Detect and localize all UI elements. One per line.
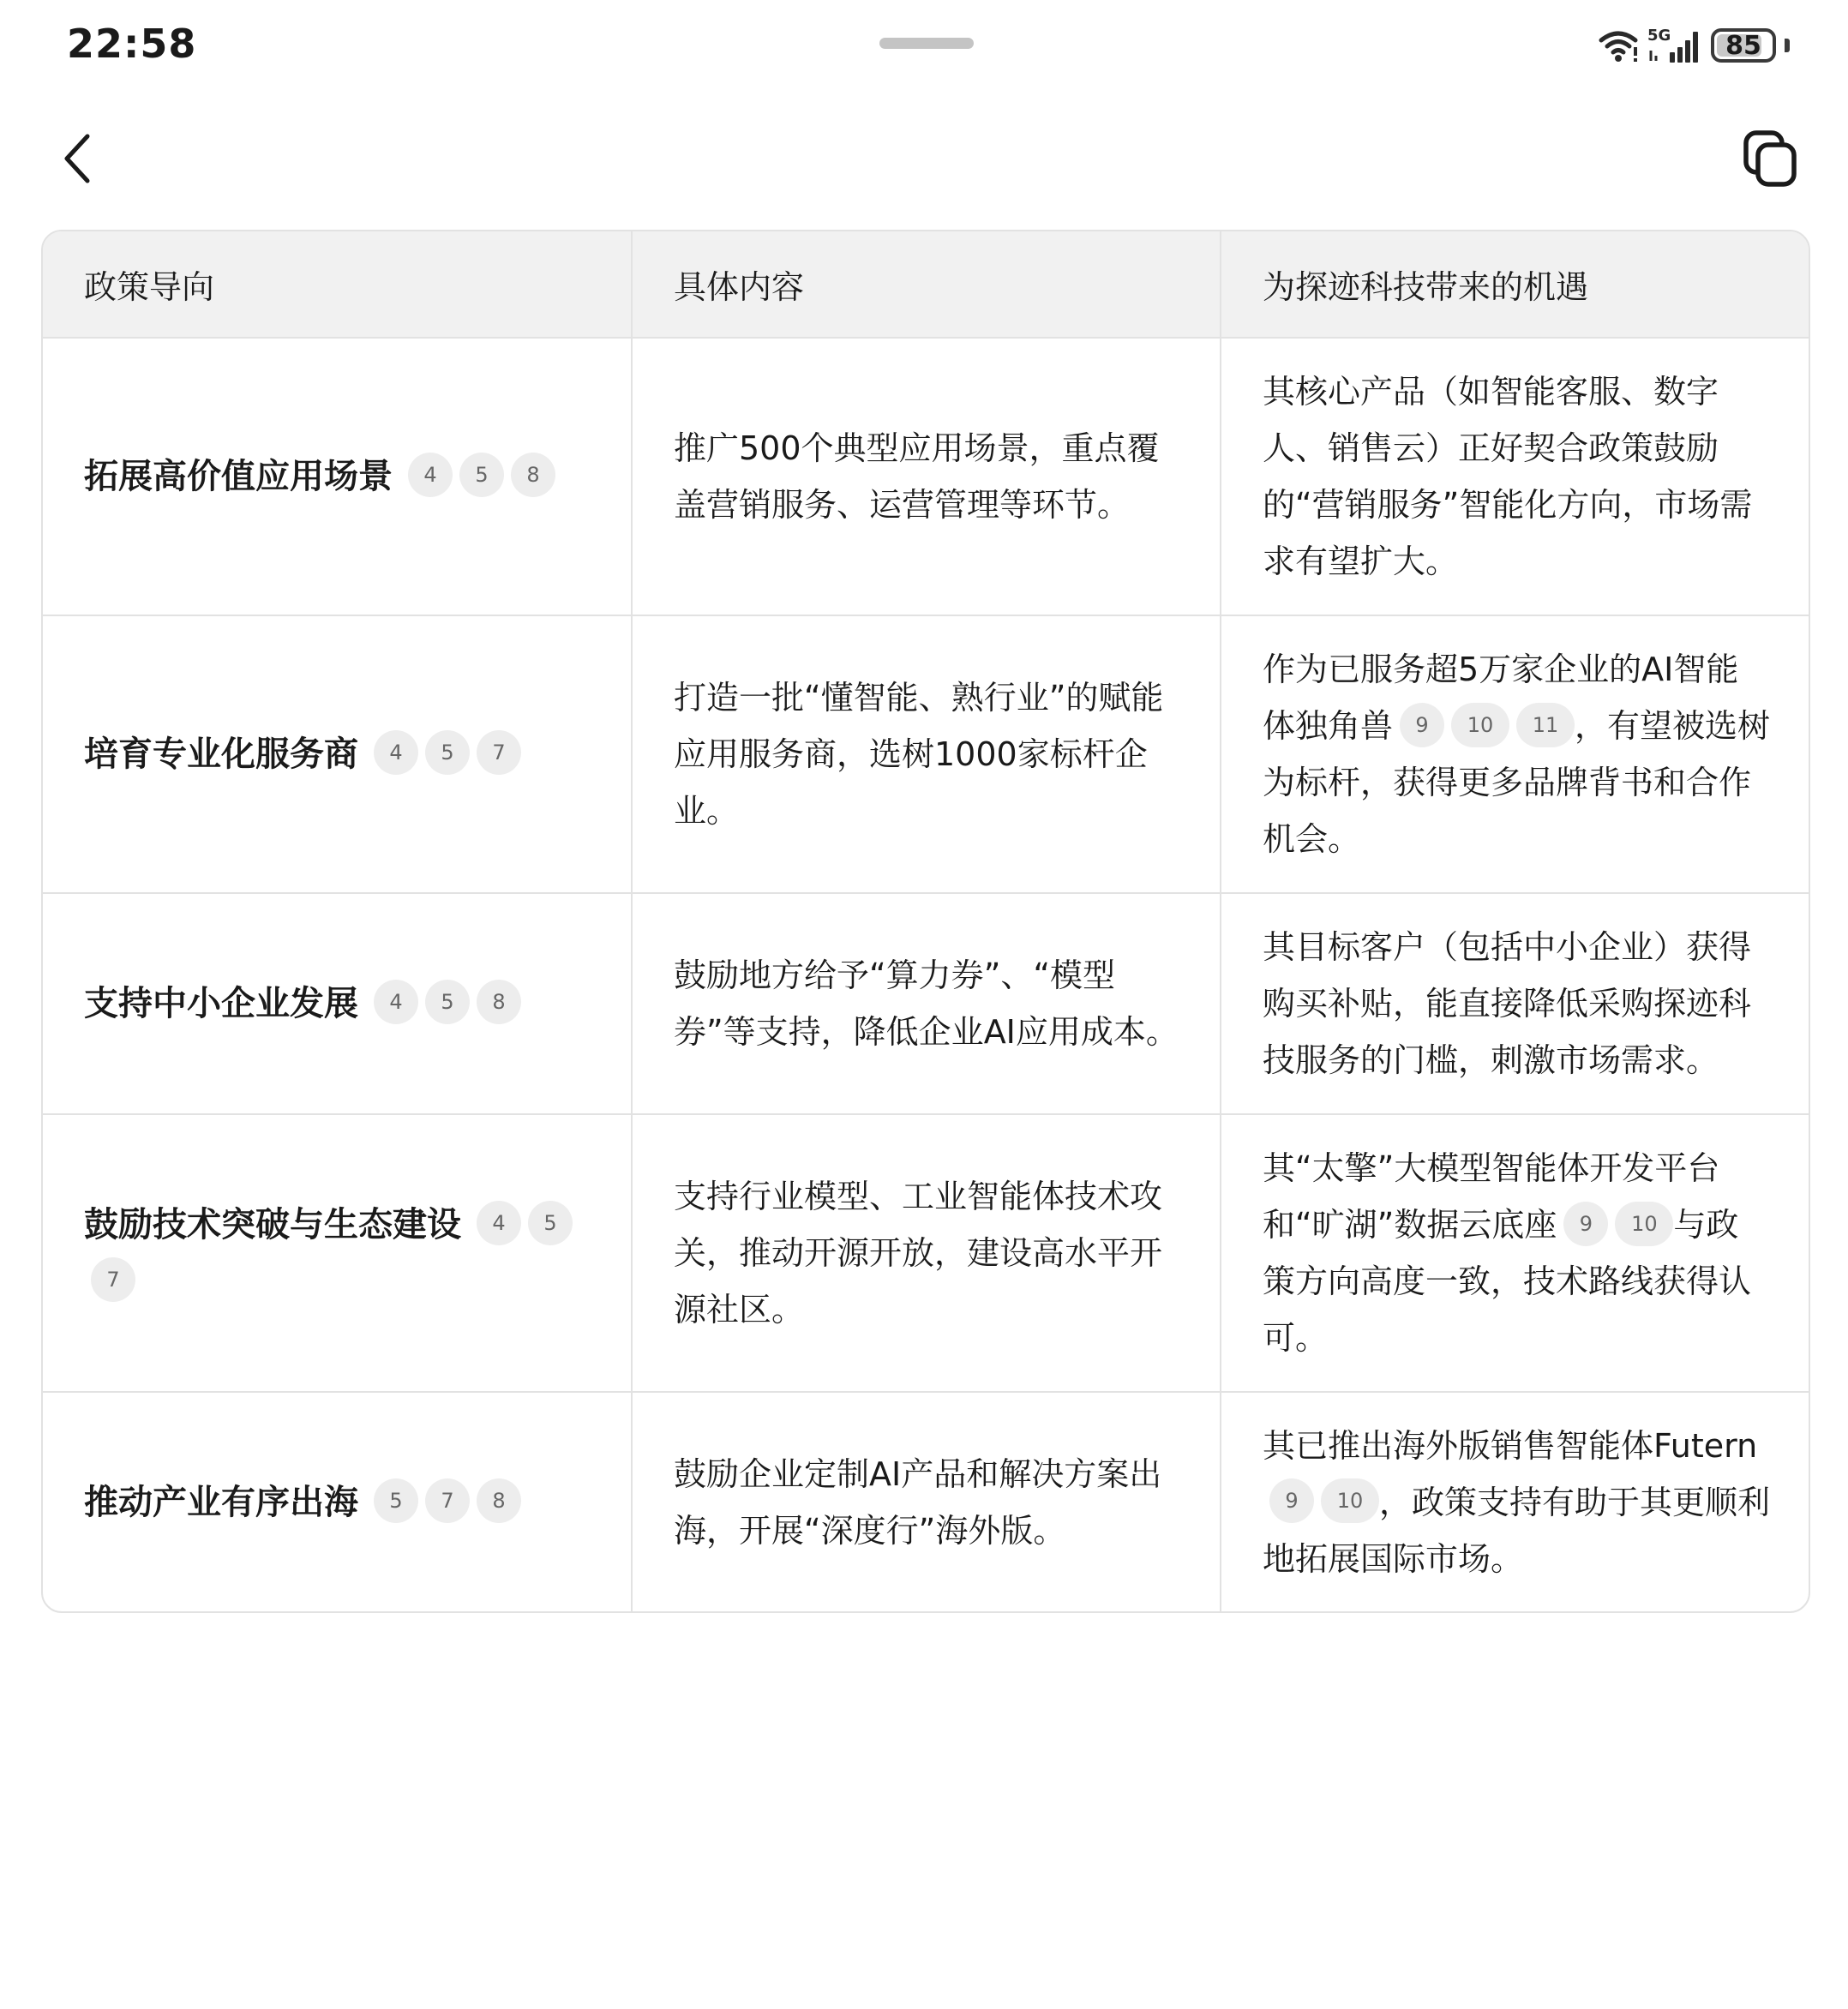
table-row <box>43 893 1810 1114</box>
citation-badge[interactable]: 9 <box>1400 703 1444 747</box>
opportunity-cell <box>1221 338 1810 615</box>
policy-table <box>41 230 1810 1613</box>
back-button[interactable] <box>43 120 111 197</box>
citation-badge[interactable]: 8 <box>511 453 555 497</box>
opportunity-text: 作为已服务超5万家企业的AI智能体独角兽 <box>1263 651 1739 745</box>
header-content: 具体内容 <box>632 231 1221 338</box>
citation-badge[interactable]: 5 <box>528 1201 573 1245</box>
opportunity-cell <box>1221 893 1810 1114</box>
table-row <box>43 615 1810 893</box>
copy-button[interactable] <box>1731 120 1809 197</box>
policy-title: 鼓励技术突破与生态建设 <box>84 1205 461 1244</box>
citation-badge[interactable]: 10 <box>1615 1202 1673 1246</box>
opportunity-cell <box>1221 1392 1810 1611</box>
citation-badge[interactable]: 5 <box>425 980 470 1024</box>
opportunity-text: 与政策方向高度一致，技术路线获得认可。 <box>1263 1206 1752 1357</box>
nav-bar <box>0 111 1848 206</box>
battery-tip <box>1785 39 1790 52</box>
opportunity-text: 其目标客户（包括中小企业）获得购买补贴，能直接降低采购探迹科技服务的门槛，刺激市场需求。 <box>1263 928 1752 1079</box>
opportunity-text: 其核心产品（如智能客服、数字人、销售云）正好契合政策鼓励的“营销服务”智能化方向，市场需求有望扩大。 <box>1263 373 1753 580</box>
citation-badge[interactable]: 11 <box>1516 703 1575 747</box>
content-cell: 鼓励地方给予“算力券”、“模型券”等支持，降低企业AI应用成本。 <box>632 893 1221 1114</box>
table-header <box>43 231 1810 338</box>
table-header-row <box>43 231 1810 338</box>
opportunity-cell <box>1221 615 1810 893</box>
policy-title: 拓展高价值应用场景 <box>84 457 393 496</box>
policy-cell <box>43 893 632 1114</box>
content-cell: 打造一批“懂智能、熟行业”的赋能应用服务商，选树1000家标杆企业。 <box>632 615 1221 893</box>
citation-badge[interactable]: 5 <box>374 1478 418 1523</box>
policy-cell <box>43 615 632 893</box>
citation-badge[interactable]: 7 <box>425 1478 470 1523</box>
status-bar <box>0 0 1848 94</box>
citation-badge[interactable]: 9 <box>1269 1478 1314 1523</box>
table-row <box>43 1392 1810 1611</box>
citation-badge[interactable]: 4 <box>408 453 453 497</box>
drag-handle[interactable] <box>879 38 974 49</box>
citation-badge[interactable]: 5 <box>459 453 504 497</box>
citation-badge[interactable]: 4 <box>374 730 418 775</box>
citation-badge[interactable]: 7 <box>91 1257 135 1302</box>
status-time: 22:58 <box>67 21 197 67</box>
opportunity-text: ，有望被选树为标杆，获得更多品牌背书和合作机会。 <box>1263 707 1771 858</box>
battery-label: 85 <box>1725 30 1761 61</box>
header-opportunity: 为探迹科技带来的机遇 <box>1221 231 1810 338</box>
opportunity-text: ，政策支持有助于其更顺利地拓展国际市场。 <box>1263 1483 1771 1578</box>
citation-badge[interactable]: 4 <box>374 980 418 1024</box>
opportunity-cell <box>1221 1114 1810 1392</box>
content-cell: 推广500个典型应用场景，重点覆盖营销服务、运营管理等环节。 <box>632 338 1221 615</box>
table-row <box>43 338 1810 615</box>
wifi-icon <box>1598 28 1639 63</box>
status-icons <box>1598 24 1790 67</box>
opportunity-text: 其已推出海外版销售智能体Futern <box>1263 1426 1758 1465</box>
citation-badge[interactable]: 9 <box>1563 1202 1608 1246</box>
policy-title: 支持中小企业发展 <box>84 984 358 1023</box>
policy-cell <box>43 1114 632 1392</box>
policy-title: 推动产业有序出海 <box>84 1482 358 1522</box>
policy-cell <box>43 338 632 615</box>
citation-badge[interactable]: 4 <box>477 1201 521 1245</box>
chevron-left-icon <box>60 131 94 186</box>
table-row <box>43 1114 1810 1392</box>
citation-badge[interactable]: 7 <box>477 730 521 775</box>
content-cell: 支持行业模型、工业智能体技术攻关，推动开源开放，建设高水平开源社区。 <box>632 1114 1221 1392</box>
policy-title: 培育专业化服务商 <box>84 735 358 774</box>
cellular-signal-icon <box>1647 27 1702 64</box>
citation-badge[interactable]: 8 <box>477 1478 521 1523</box>
copy-icon <box>1741 129 1799 188</box>
content-cell: 鼓励企业定制AI产品和解决方案出海，开展“深度行”海外版。 <box>632 1392 1221 1611</box>
citation-badge[interactable]: 10 <box>1321 1478 1379 1523</box>
battery-icon <box>1711 28 1776 63</box>
opportunity-text: 其“太擎”大模型智能体开发平台和“旷湖”数据云底座 <box>1263 1149 1720 1244</box>
citation-badge[interactable]: 5 <box>425 730 470 775</box>
policy-cell <box>43 1392 632 1611</box>
header-policy: 政策导向 <box>43 231 632 338</box>
network-type-label: 5G <box>1647 27 1671 45</box>
citation-badge[interactable]: 8 <box>477 980 521 1024</box>
citation-badge[interactable]: 10 <box>1451 703 1509 747</box>
